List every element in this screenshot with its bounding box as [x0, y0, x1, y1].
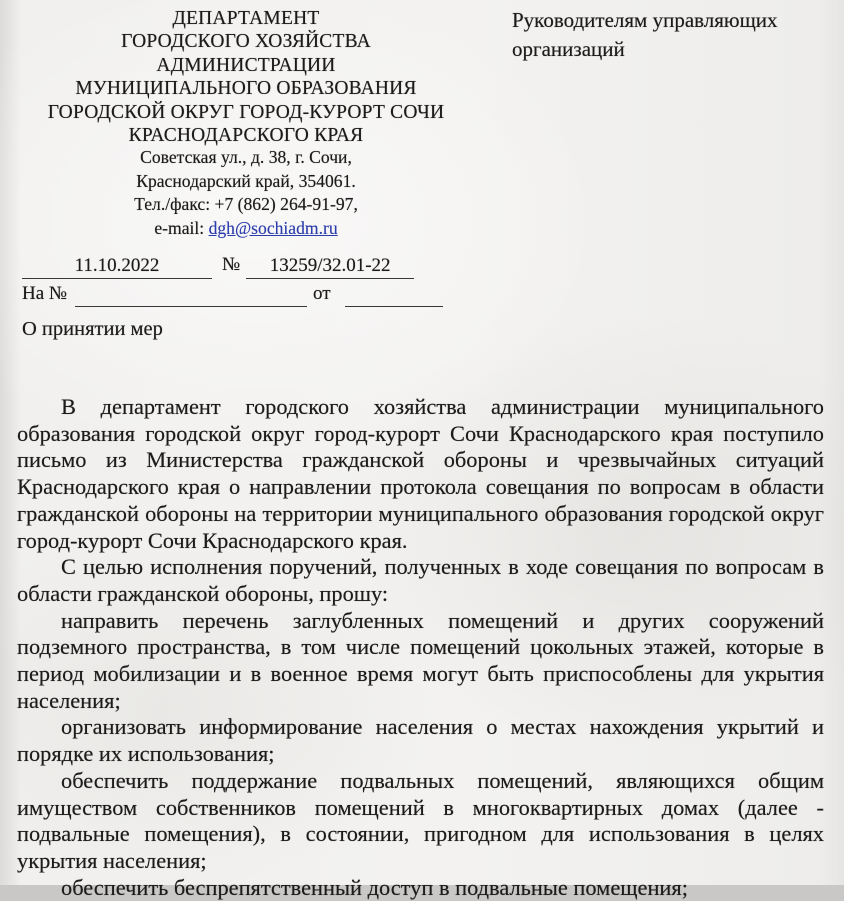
letter-date: 11.10.2022	[22, 255, 212, 279]
on-number-label: На №	[22, 283, 68, 304]
subject-line: О принятии мер	[22, 318, 163, 340]
email-label: e-mail:	[154, 217, 209, 238]
outgoing-ref-row	[22, 254, 446, 279]
org-name-line: АДМИНИСТРАЦИИ	[156, 54, 336, 76]
body-paragraph: направить перечень заглубленных помещений и других сооружений подземного пространства, в том числе помещений цокольных этажей, которые в период мобилизации и в военное время могут быть приспособлены для укрытия населения;	[17, 607, 824, 713]
org-name-line: ДЕПАРТАМЕНТ	[172, 8, 320, 29]
addressee-block: Руководителям управляющих организаций	[512, 8, 778, 61]
number-sign: №	[222, 254, 241, 275]
org-name-line: ГОРОДСКОЙ ОКРУГ ГОРОД-КУРОРТ СОЧИ	[47, 101, 445, 123]
letter-number: 13259/32.01-22	[246, 255, 414, 279]
body-paragraph: С целью исполнения поручений, полученных в ходе совещания по вопросам в области гражданской обороны, прошу:	[17, 554, 824, 606]
phone-fax: Тел./факс: +7 (862) 264-91-97,	[134, 194, 358, 215]
from-label: от	[313, 283, 331, 304]
incoming-ref-row	[22, 283, 446, 307]
sender-org-block	[0, 7, 492, 147]
letter-body	[17, 394, 824, 900]
email-link[interactable]: dgh@sochiadm.ru	[208, 217, 338, 238]
reference-block	[22, 254, 446, 307]
email-line	[0, 217, 492, 241]
body-paragraph-clipped: обеспечить беспрепятственный доступ в подвальные помещения;	[61, 874, 688, 900]
sender-contact-block	[0, 146, 492, 240]
org-name-line: МУНИЦИПАЛЬНОГО ОБРАЗОВАНИЯ	[75, 78, 417, 100]
body-paragraph: В департамент городского хозяйства администрации муниципального образования городской округ город-курорт Сочи Краснодарского края поступило письмо из Министерства гражданской обороны и чрезвычайных ситуаций Краснодарского края о направлении протокола совещания по вопросам в области гражданской обороны на территории муниципального образования городской округ город-курорт Сочи Краснодарского края.	[17, 394, 824, 553]
on-number-blank-field	[75, 284, 307, 307]
body-paragraph: обеспечить поддержание подвальных помещений, являющихся общим имуществом собственников помещений в многоквартирных домах (далее - подвальные помещения), в состоянии, пригодном для использования в целях укрытия населения;	[17, 767, 824, 873]
org-name-line: ГОРОДСКОГО ХОЗЯЙСТВА	[121, 31, 371, 53]
from-date-blank-field	[345, 284, 443, 307]
body-paragraph: организовать информирование населения о местах нахождения укрытий и порядке их использования;	[17, 714, 824, 767]
org-name-line: КРАСНОДАРСКОГО КРАЯ	[128, 125, 364, 147]
region-postcode: Краснодарский край, 354061.	[136, 170, 356, 191]
street-address: Советская ул., д. 38, г. Сочи,	[140, 147, 352, 167]
